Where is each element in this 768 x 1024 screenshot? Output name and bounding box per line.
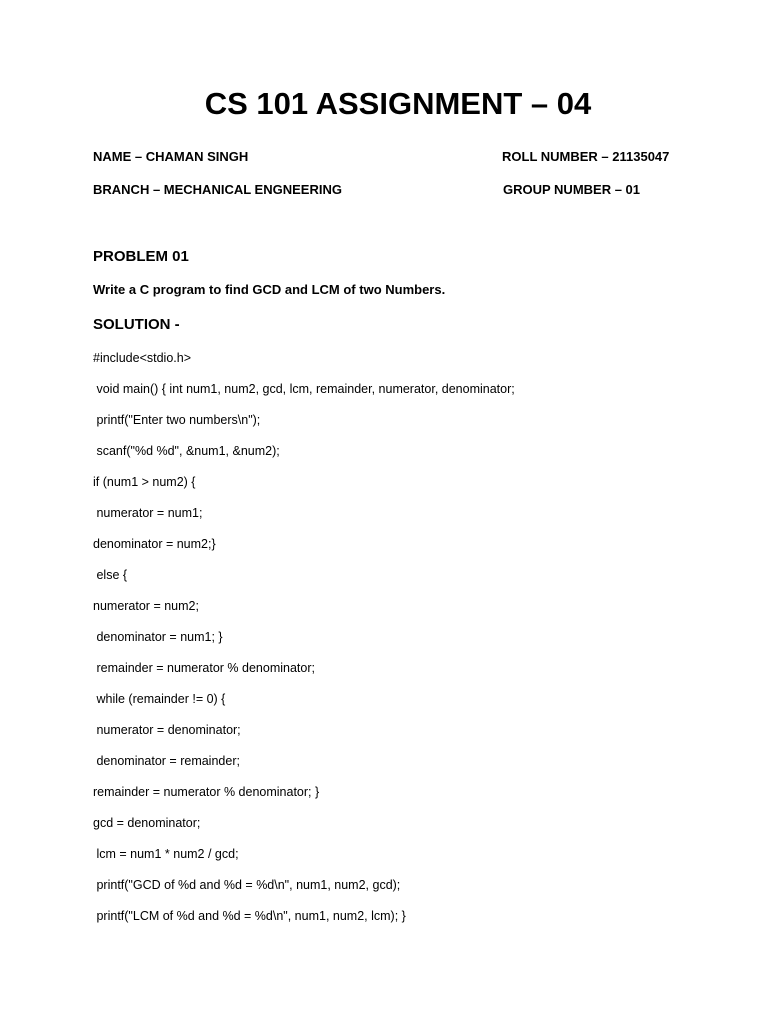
- code-line: if (num1 > num2) {: [93, 475, 196, 489]
- code-line: scanf("%d %d", &num1, &num2);: [93, 444, 280, 458]
- solution-heading: SOLUTION -: [93, 316, 180, 333]
- student-name: NAME – CHAMAN SINGH: [93, 149, 249, 164]
- code-line: numerator = num2;: [93, 599, 199, 613]
- problem-heading: PROBLEM 01: [93, 248, 189, 265]
- code-line: gcd = denominator;: [93, 816, 201, 830]
- code-line: else {: [93, 568, 128, 582]
- code-line: remainder = numerator % denominator;: [93, 661, 315, 675]
- code-line: remainder = numerator % denominator; }: [93, 785, 320, 799]
- code-line: denominator = num2;}: [93, 537, 216, 551]
- code-line: printf("LCM of %d and %d = %d\n", num1, num2, lcm); }: [93, 909, 406, 923]
- code-line: void main() { int num1, num2, gcd, lcm, remainder, numerator, denominator;: [93, 382, 515, 396]
- code-line: printf("GCD of %d and %d = %d\n", num1, num2, gcd);: [93, 878, 401, 892]
- code-line: denominator = remainder;: [93, 754, 240, 768]
- branch: BRANCH – MECHANICAL ENGNEERING: [93, 182, 342, 197]
- assignment-title: CS 101 ASSIGNMENT – 04: [204, 86, 592, 121]
- code-line: denominator = num1; }: [93, 630, 223, 644]
- code-line: lcm = num1 * num2 / gcd;: [93, 847, 239, 861]
- code-line: numerator = num1;: [93, 506, 203, 520]
- code-line: while (remainder != 0) {: [93, 692, 226, 706]
- code-line: #include<stdio.h>: [93, 351, 191, 365]
- group-number: GROUP NUMBER – 01: [503, 182, 641, 197]
- code-line: printf("Enter two numbers\n");: [93, 413, 261, 427]
- roll-number: ROLL NUMBER – 21135047: [502, 149, 670, 164]
- code-listing: [93, 349, 515, 938]
- code-line: numerator = denominator;: [93, 723, 241, 737]
- problem-statement: Write a C program to find GCD and LCM of two Numbers.: [93, 282, 446, 297]
